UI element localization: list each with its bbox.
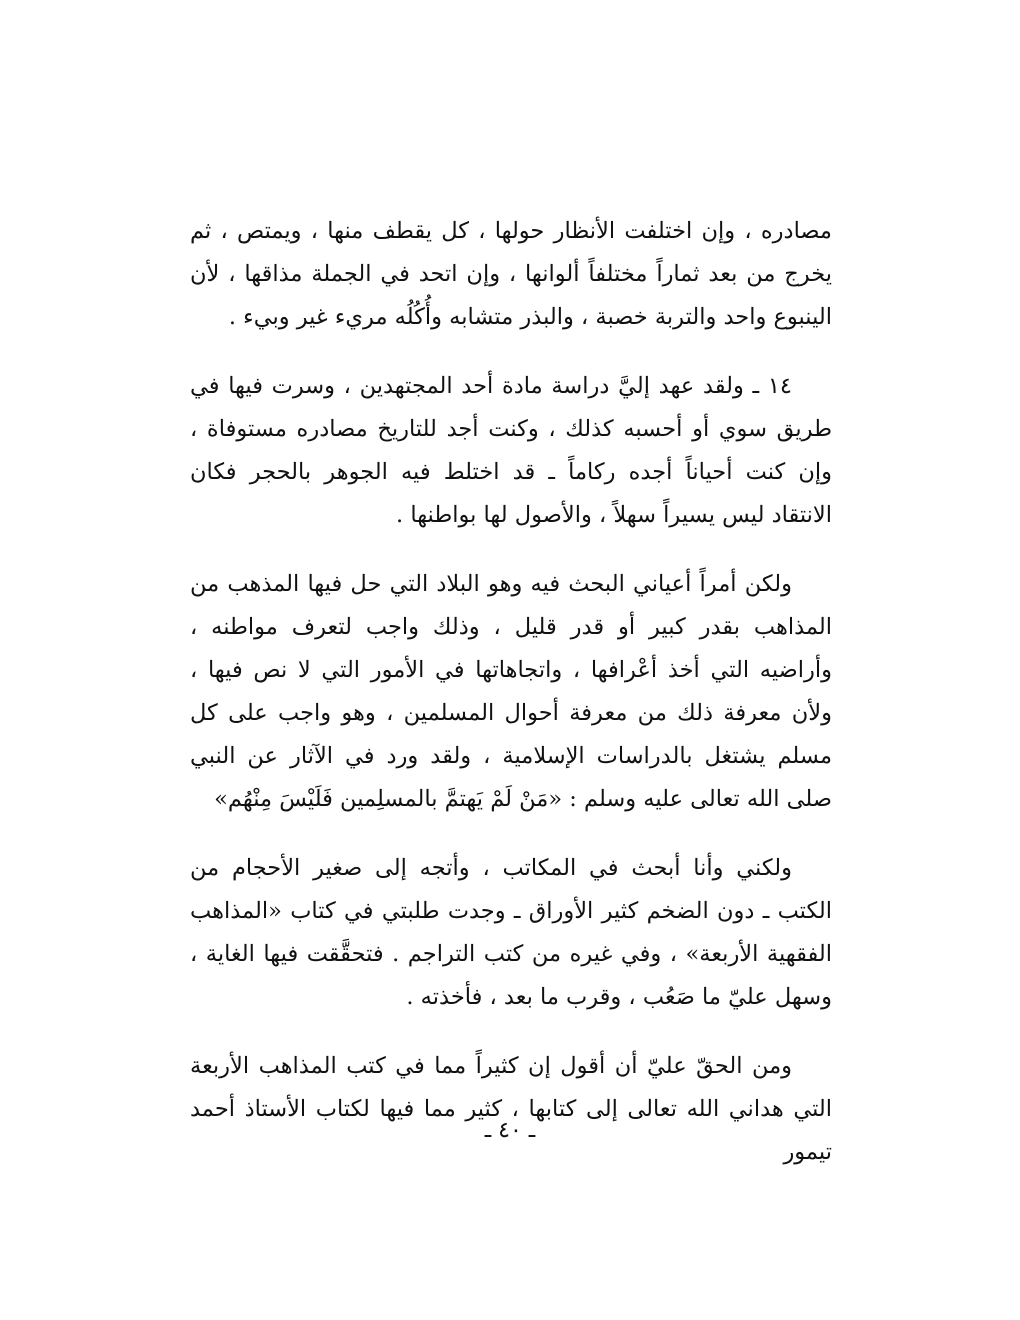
paragraph-continuation: مصادره ، وإن اختلفت الأنظار حولها ، كل يقطف منها ، ويمتص ، ثم يخرج من بعد ثماراً مختلفاً ألوانها ، وإن اتحد في الجملة مذاقها ، لأن الينبوع واحد والتربة خصبة ، والبذر متشابه وأُكُلُه مريء غير وبيء . bbox=[190, 218, 832, 330]
page-number: ـ ٤٠ ـ bbox=[484, 1118, 536, 1143]
paragraph-library-search: ولكني وأنا أبحث في المكاتب ، وأتجه إلى صغير الأحجام من الكتب ـ دون الضخم كثير الأوراق ـ وجدت طلبتي في كتاب «المذاهب الفقهية الأربعة» ، وفي غيره من كتب التراجم . فتحقَّقت فيها الغاية ، وسهل عليّ ما صَعُب ، وقرب ما بعد ، فأخذته . bbox=[190, 855, 832, 1010]
paragraph-acknowledgement: ومن الحقّ عليّ أن أقول إن كثيراً مما في كتب المذاهب الأربعة التي هداني الله تعالى إلى كتابها ، كثير مما فيها لكتاب الأستاذ أحمد تيمور bbox=[190, 1053, 832, 1165]
paragraph-section-14: ١٤ ـ ولقد عهد إليَّ دراسة مادة أحد المجتهدين ، وسرت فيها في طريق سوي أو أحسبه كذلك ، وكنت أجد للتاريخ مصادره مستوفاة ، وإن كنت أحياناً أجده ركاماً ـ قد اختلط فيه الجوهر بالحجر فكان الانتقاد ليس يسيراً سهلاً ، والأصول لها بواطنها . bbox=[190, 373, 832, 528]
page-body bbox=[190, 210, 832, 1200]
paragraph-regions-of-madhhab: ولكن أمراً أعياني البحث فيه وهو البلاد التي حل فيها المذهب من المذاهب بقدر كبير أو قدر قليل ، وذلك واجب لتعرف مواطنه ، وأراضيه التي أخذ أعْرافها ، واتجاهاتها في الأمور التي لا نص فيها ، ولأن معرفة ذلك من معرفة أحوال المسلمين ، وهو واجب على كل مسلم يشتغل بالدراسات الإسلامية ، ولقد ورد في الآثار عن النبي صلى الله تعالى عليه وسلم : «مَنْ لَمْ يَهتمَّ بالمسلِمين فَلَيْسَ مِنْهُم» bbox=[190, 571, 832, 812]
